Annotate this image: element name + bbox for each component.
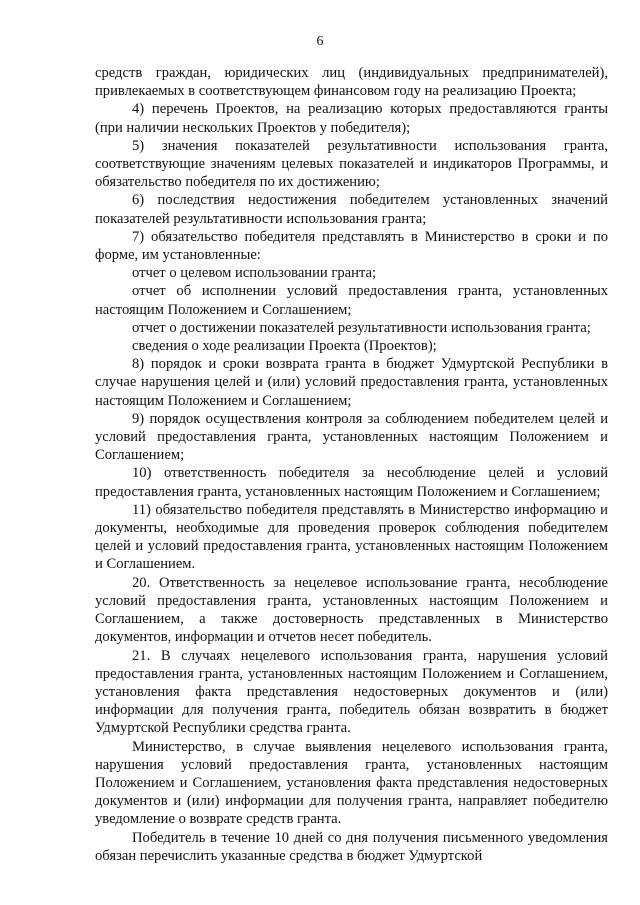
paragraph-report-1: отчет о целевом использовании гранта; [132, 265, 377, 282]
body-text [95, 64, 608, 865]
paragraph-item-8: 8) порядок и сроки возврата гранта в бюджет Удмуртской Республики в случае нарушения целей и (или) условий предоставления гранта, установленных настоящим Положением и Соглашением; [95, 356, 608, 409]
paragraph-item-4: 4) перечень Проектов, на реализацию которых предоставляются гранты (при наличии нескольких Проектов у победителя); [95, 101, 608, 136]
paragraph-section-21: 21. В случаях нецелевого использования гранта, нарушения условий предоставления гранта, установленных настоящим Положением и Соглашением, установления факта представления недостоверных документов и (или) информации для получения гранта, победитель обязан возвратить в бюджет Удмуртской Республики средства гранта. [95, 647, 608, 737]
paragraph-ministry: Министерство, в случае выявления нецелевого использования гранта, нарушения условий предоставления гранта, установленных настоящим Положением и Соглашением, установления факта представления недостоверных документов и (или) информации для получения гранта, направляет победителю уведомление о возврате средств гранта. [95, 738, 608, 828]
paragraph-winner: Победитель в течение 10 дней со дня получения письменного уведомления обязан перечислить указанные средства в бюджет Удмуртской [95, 829, 608, 864]
paragraph-item-6: 6) последствия недостижения победителем установленных значений показателей результативности использования гранта; [95, 192, 608, 227]
paragraph-item-9: 9) порядок осуществления контроля за соблюдением победителем целей и условий предоставления гранта, установленных настоящим Положением и Соглашением; [95, 410, 608, 464]
paragraph-item-5: 5) значения показателей результативности использования гранта, соответствующие значениям целевых показателей и индикаторов Программы, и обязательство победителя по их достижению; [95, 137, 608, 191]
paragraph-report-4: сведения о ходе реализации Проекта (Проектов); [132, 338, 437, 355]
paragraph-report-2: отчет об исполнении условий предоставления гранта, установленных настоящим Положением и Соглашением; [95, 283, 608, 318]
paragraph-report-3: отчет о достижении показателей результативности использования гранта; [132, 319, 591, 336]
paragraph-item-11: 11) обязательство победителя представлять в Министерство информацию и документы, необходимые для проведения проверок соблюдения победителем целей и условий предоставления гранта, установленных настоящим Положением и Соглашением. [95, 501, 608, 573]
page-number: 6 [316, 34, 324, 49]
paragraph-item-7: 7) обязательство победителя представлять в Министерство в сроки и по форме, им установленные: [95, 228, 608, 264]
paragraph-section-20: 20. Ответственность за нецелевое использование гранта, несоблюдение условий предоставления гранта, установленных настоящим Положением и Соглашением, а также достоверность представленных в Министерство документов, информации и отчетов несет победитель. [95, 574, 608, 646]
paragraph-item-10: 10) ответственность победителя за несоблюдение целей и условий предоставления гранта, установленных настоящим Положением и Соглашением; [95, 465, 608, 500]
paragraph-continuation: средств граждан, юридических лиц (индивидуальных предпринимателей), привлекаемых в соответствующем финансовом году на реализацию Проекта; [95, 65, 608, 100]
